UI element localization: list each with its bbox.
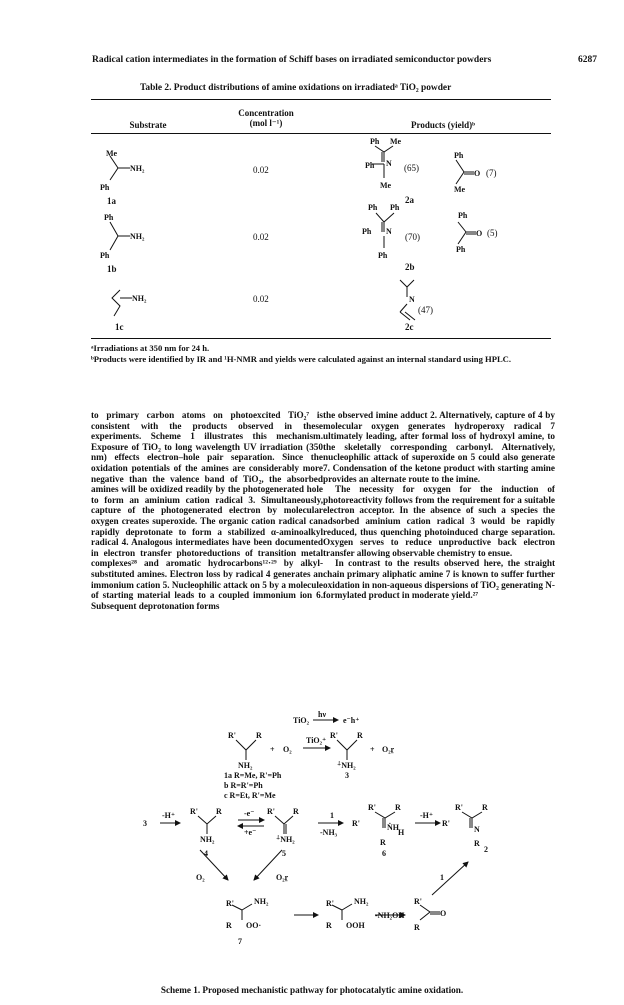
svg-text:Ph: Ph — [368, 203, 378, 212]
row-1b-yield: (70) — [405, 232, 420, 242]
scheme-hv: hν — [318, 710, 327, 719]
scheme-compound-1-ref: 1 — [330, 811, 334, 820]
scheme-rp-4: R' — [267, 807, 275, 816]
col-header-products: Products (yield)ᵇ — [411, 120, 475, 130]
scheme-o2-radical-2: O₂ṟ — [276, 873, 289, 882]
table-footnote-a: ᵃIrradiations at 350 nm for 24 h. — [91, 343, 210, 353]
scheme-route-1-label: 1 — [440, 873, 444, 882]
row-1a-label: 1a — [107, 196, 116, 206]
row-1b-label: 1b — [107, 264, 117, 274]
row-1c-yield: (47) — [418, 305, 433, 315]
scheme-nh2-4: NH₂ — [354, 897, 369, 906]
scheme-plus-1: + — [270, 745, 275, 754]
scheme-plus-e: +e⁻ — [244, 828, 257, 837]
scheme-rp-1: R' — [228, 731, 236, 740]
scheme-compound-4-label: 4 — [204, 849, 208, 858]
svg-text:N: N — [409, 295, 415, 304]
scheme-nh: ṄH — [387, 823, 399, 832]
svg-text:Me: Me — [106, 149, 118, 158]
scheme-nh2plus-2: ⁺̇NH₂ — [276, 835, 295, 844]
row-1a-product: 2a — [405, 195, 414, 205]
row-1b-side-yield: (5) — [487, 228, 498, 238]
col-header-concentration-line1: Concentration — [238, 108, 294, 118]
scheme-nh2-2: NH₂ — [200, 835, 215, 844]
svg-text:N: N — [386, 227, 392, 236]
scheme-r-9: R — [226, 921, 232, 930]
scheme-o2-1: O₂ — [283, 745, 292, 754]
scheme-rp-11: R' — [414, 897, 422, 906]
col-header-concentration-line2: (mol l⁻¹) — [249, 118, 283, 128]
svg-text:Ph: Ph — [100, 251, 110, 260]
row-1c-label: 1c — [115, 322, 124, 332]
scheme-r-11: R — [414, 923, 420, 932]
scheme-rp-9: R' — [226, 899, 234, 908]
svg-text:Ph: Ph — [104, 213, 114, 222]
scheme-eh: e⁻h⁺ — [343, 716, 360, 725]
svg-text:O: O — [474, 169, 481, 178]
svg-text:Me: Me — [380, 181, 392, 190]
scheme-plus-2: + — [370, 745, 375, 754]
right-column-paragraph-2: The necessity for oxygen for the induction of photoreactivity follows from the requirement for a suitable electron acceptor. In the absence of such a species the adsorbed aminium cation radical 3 would be rapidly reduced, thus quenching photoinduced charge separation. Oxygen serves to reduce unproductive back electron transfer allowing observable chemistry to ensue. — [323, 484, 555, 558]
row-1a-concentration: 0.02 — [253, 165, 269, 175]
row-1c-concentration: 0.02 — [253, 294, 269, 304]
row-1a-side-yield: (7) — [486, 168, 497, 178]
scheme-rp-10: R' — [326, 899, 334, 908]
scheme-compound-2-label: 2 — [484, 845, 488, 854]
svg-text:NH₂: NH₂ — [130, 164, 145, 173]
scheme-r-3: R — [216, 807, 222, 816]
svg-text:Ph: Ph — [454, 151, 464, 160]
scheme-r-2: R — [357, 731, 363, 740]
scheme-rp-6: R' — [352, 819, 360, 828]
row-1b-concentration: 0.02 — [253, 232, 269, 242]
svg-text:NH₂: NH₂ — [132, 294, 147, 303]
svg-text:N: N — [386, 159, 392, 168]
scheme-substituent-c: c R=Et, R'=Me — [224, 791, 276, 800]
scheme-tio2: TiO₂ — [293, 716, 310, 725]
scheme-nh2-1: NH₂ — [238, 761, 253, 770]
scheme-rp-7: R' — [455, 803, 463, 812]
scheme-minus-nh2oh: -NH₂OH — [375, 911, 405, 920]
svg-text:Ph: Ph — [456, 245, 466, 254]
scheme-oo-radical: OO· — [246, 921, 262, 930]
scheme-start-3: 3 — [143, 819, 147, 828]
scheme-r-8: R — [474, 839, 480, 848]
page-number: 6287 — [578, 55, 597, 65]
col-header-substrate: Substrate — [129, 120, 167, 130]
scheme-h: H — [398, 828, 405, 837]
scheme-r-1: R — [256, 731, 262, 740]
scheme-nh2-3: NH₂ — [254, 897, 269, 906]
right-column-paragraph-1: the observed imine adduct 2. Alternatively, capture of 4 by molecular oxygen generates hydroperoxy radical 7 ultimately leading, after formal loss of hydroxyl amine, to the skeletally corresponding carbonyl. Alternatively, nucleophilic attack of superoxide on 5 could also generate 7. Condensation of the ketone product with starting amine provides an alternate route to the imine. — [323, 410, 555, 484]
row-1a-yield: (65) — [404, 163, 419, 173]
svg-text:Ph: Ph — [362, 227, 372, 236]
scheme-o2-radical: O₂ṟ — [382, 745, 395, 754]
scheme-substituent-a: 1a R=Me, R'=Ph — [224, 771, 282, 780]
svg-text:Ph: Ph — [365, 161, 375, 170]
scheme-rp-2: R' — [330, 731, 338, 740]
scheme-tio2-cat: TiO₂⁺ — [306, 736, 327, 745]
scheme-minus-h-2: -H⁺ — [420, 811, 434, 820]
scheme-rp-5: R' — [368, 803, 376, 812]
scheme-o: O — [440, 909, 447, 918]
svg-text:Ph: Ph — [458, 211, 468, 220]
svg-text:Ph: Ph — [378, 251, 388, 260]
svg-text:NH₂: NH₂ — [130, 232, 145, 241]
scheme-rp-3: R' — [190, 807, 198, 816]
scheme-rp-8: R' — [442, 819, 450, 828]
scheme-o2-2: O₂ — [196, 873, 205, 882]
scheme-r-5: R — [395, 803, 401, 812]
table-footnote-b: ᵇProducts were identified by IR and ¹H-NMR and yields were calculated against an internal standard using HPLC. — [91, 354, 512, 364]
scheme-r-6: R — [380, 838, 386, 847]
svg-text:O: O — [476, 229, 483, 238]
scheme-r-10: R — [326, 921, 332, 930]
left-column-paragraph: to primary carbon atoms on photoexcited TiO₂⁷ is consistent with the products observed in these experiments. Scheme 1 illustrates this mechanism. Exposure of TiO₂ to long wavelength UV irradiation (350 nm) effects electron–hole pair separation. Since the oxidation potentials of the amines are considerably more negative than the valence band of TiO₂, the absorbed amines will be oxidized readily by the photogenerated hole to form an aminium cation radical 3. Simultaneously, capture of the photogenerated electron by molecular oxygen creates superoxide. The organic cation radical can rapidly deprotonate to form a stabilized α-aminoalkyl radical 4. Analogous intermediates have been documented in electron transfer photoreductions of transition metal complexes²⁸ and aromatic hydrocarbons¹²·²⁹ by alkyl-substituted amines. Electron loss by radical 4 generates an immonium cation 5. Nucleophilic attack on 5 by a molecule of starting material leads to a coupled immonium ion 6. Subsequent deprotonation forms — [91, 410, 323, 611]
scheme-compound-7-label: 7 — [238, 937, 242, 946]
scheme-minus-nh3: -NH₃ — [320, 828, 338, 837]
scheme-minus-e: -e⁻ — [244, 809, 255, 818]
row-1b-product: 2b — [405, 262, 415, 272]
scheme-nh2plus-1: ⁺̇NH₂ — [337, 761, 356, 770]
scheme-ooh: OOH — [346, 921, 365, 930]
scheme-compound-5-label: 5 — [282, 849, 286, 858]
scheme-r-7: R — [482, 803, 488, 812]
scheme-r-4: R — [293, 807, 299, 816]
svg-text:Me: Me — [454, 185, 466, 194]
scheme-minus-h-1: -H⁺ — [162, 811, 176, 820]
scheme-compound-3-label: 3 — [345, 771, 349, 780]
scheme-compound-6-label: 6 — [382, 849, 386, 858]
svg-text:Ph: Ph — [100, 183, 110, 192]
table-caption: Table 2. Product distributions of amine oxidations on irradiatedᵃ TiO₂ powder — [140, 83, 452, 93]
scheme-substituent-b: b R=R'=Ph — [224, 781, 263, 790]
svg-text:Me: Me — [390, 137, 402, 146]
svg-text:Ph: Ph — [370, 137, 380, 146]
svg-text:Ph: Ph — [390, 203, 400, 212]
running-title: Radical cation intermediates in the formation of Schiff bases on irradiated semiconductor powders — [92, 55, 492, 65]
scheme-caption: Scheme 1. Proposed mechanistic pathway for photocatalytic amine oxidation. — [160, 985, 464, 995]
scheme-n: N — [474, 825, 480, 834]
row-1c-product: 2c — [405, 322, 414, 332]
right-column-paragraph-3: In contrast to the results observed here, the straight chain primary aliphatic amine 7 is known to suffer further oxidation in non-aqueous dispersions of TiO₂ generating N-formylated product in moderate yield.²⁷ — [323, 558, 555, 601]
